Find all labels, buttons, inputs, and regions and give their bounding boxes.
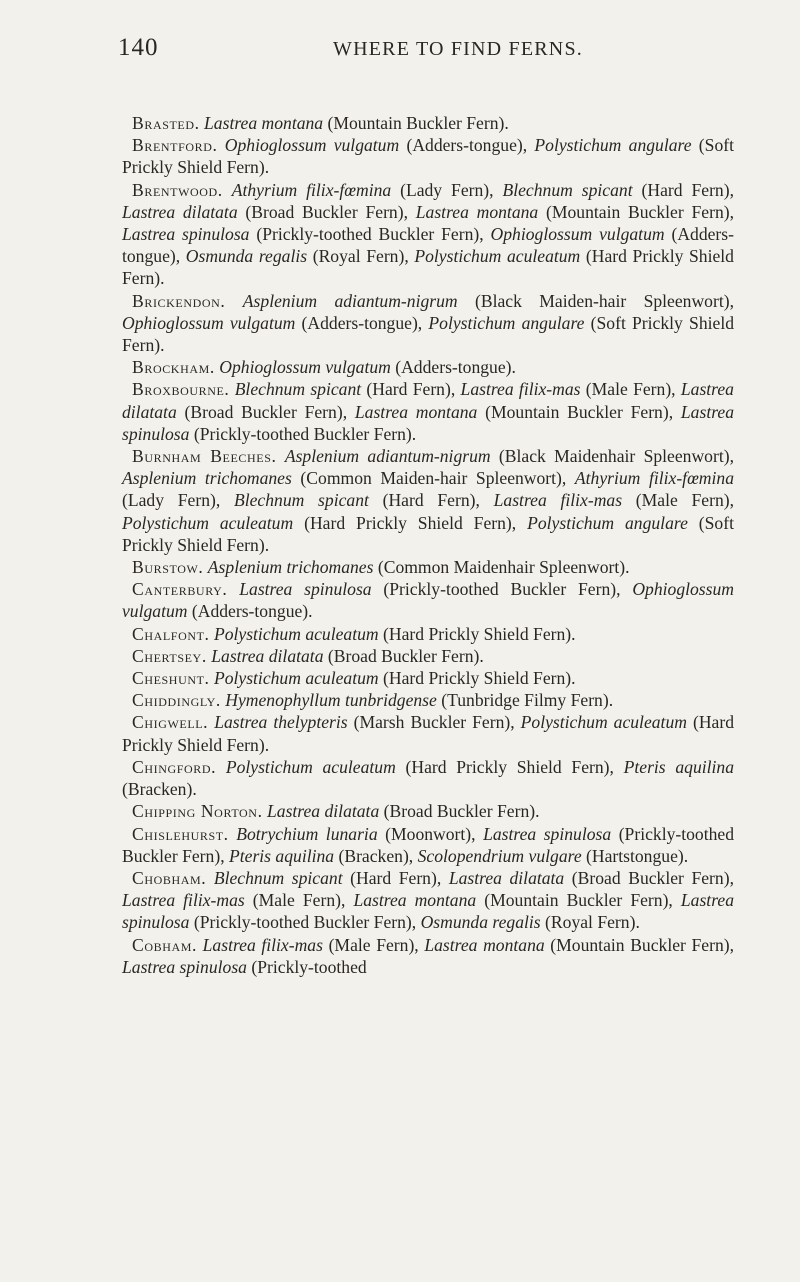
common-name-text: (Broad Buckler Fern), (564, 867, 734, 888)
species-latin-name: Osmunda regalis (420, 912, 541, 933)
species-latin-name: Asplenium adiantum-nigrum (284, 446, 491, 467)
location-entry (122, 179, 734, 290)
common-name-text: (Mountain Buckler Fern). (323, 113, 509, 133)
place-name: Chigwell. (132, 712, 209, 733)
location-entry (122, 934, 734, 978)
species-latin-name: Botrychium lunaria (236, 823, 378, 844)
species-latin-name: Lastrea dilatata (122, 379, 734, 422)
species-latin-name: Lastrea dilatata (266, 801, 380, 822)
common-name-text: (Male Fern), (244, 890, 354, 911)
species-latin-name: Asplenium trichomanes (207, 557, 374, 578)
common-name-text: (Adders-tongue), (295, 312, 429, 333)
species-latin-name: Ophioglossum vulgatum (224, 135, 400, 156)
place-name: Brasted. (132, 113, 200, 133)
species-latin-name: Polystichum aculeatum (122, 512, 294, 533)
common-name-text: (Soft Prickly Shield Fern). (122, 135, 734, 178)
common-name-text: (Broad Buckler Fern), (176, 401, 355, 422)
species-latin-name: Lastrea montana (424, 934, 545, 955)
species-latin-name: Pteris aquilina (623, 756, 734, 777)
species-latin-name: Scolopendrium vulgare (417, 845, 582, 866)
common-name-text: (Mountain Buckler Fern), (476, 890, 681, 911)
species-latin-name: Asplenium trichomanes (122, 468, 292, 489)
common-name-text: (Bracken). (122, 779, 197, 800)
species-latin-name: Lastrea spinulosa (122, 401, 735, 444)
species-latin-name: Blechnum spicant (213, 867, 343, 888)
location-entry (122, 667, 734, 689)
species-latin-name: Blechnum spicant (233, 490, 369, 511)
common-name-text: (Hard Prickly Shield Fern), (395, 756, 624, 777)
place-name: Chobham. (132, 867, 207, 888)
species-latin-name: Asplenium adiantum-nigrum (242, 290, 458, 311)
common-name-text: (Royal Fern). (540, 912, 640, 933)
species-latin-name: Lastrea montana (204, 113, 324, 133)
location-entry (122, 689, 734, 711)
common-name-text: (Adders-tongue). (187, 601, 313, 622)
location-entry (122, 800, 734, 822)
location-entry (122, 867, 734, 934)
common-name-text: (Common Maidenhair Spleenwort). (373, 557, 630, 578)
species-latin-name: Lastrea dilatata (448, 867, 565, 888)
common-name-text: (Hard Prickly Shield Fern), (293, 512, 528, 533)
common-name-text: (Prickly-toothed Buckler Fern). (189, 423, 417, 444)
common-name-text: (Prickly-toothed Buckler Fern), (189, 912, 421, 933)
species-latin-name: Lastrea filix-mas (122, 890, 245, 911)
common-name-text: (Adders-tongue). (390, 357, 516, 378)
common-name-text: (Royal Fern), (307, 246, 415, 267)
common-name-text: (Broad Buckler Fern), (237, 201, 416, 222)
common-name-text: (Adders-tongue), (122, 224, 734, 267)
common-name-text: (Hard Fern), (361, 379, 461, 400)
common-name-text: (Lady Fern), (391, 179, 503, 200)
species-latin-name: Lastrea spinulosa (122, 224, 250, 245)
location-entry (122, 290, 734, 357)
common-name-text: (Soft Prickly Shield Fern). (122, 512, 734, 555)
place-name: Broxbourne. (132, 379, 230, 400)
place-name: Chingford. (132, 756, 217, 777)
page-header (118, 34, 733, 62)
place-name: Chalfont. (132, 623, 210, 644)
location-entry (122, 356, 734, 378)
location-entry (122, 578, 734, 622)
common-name-text: (Hard Prickly Shield Fern). (378, 668, 576, 689)
species-latin-name: Polystichum aculeatum (520, 712, 687, 733)
common-name-text: (Lady Fern), (122, 490, 234, 511)
common-name-text: (Hard Fern), (342, 867, 449, 888)
place-name: Cheshunt. (132, 668, 210, 689)
common-name-text: (Hartstongue). (581, 845, 689, 866)
species-latin-name: Lastrea filix-mas (460, 379, 581, 400)
species-latin-name: Osmunda regalis (185, 246, 308, 267)
species-latin-name: Lastrea spinulosa (122, 890, 734, 933)
common-name-text: (Common Maiden-hair Spleenwort), (291, 468, 575, 489)
species-latin-name: Polystichum aculeatum (225, 756, 396, 777)
common-name-text: (Male Fern), (580, 379, 681, 400)
species-latin-name: Lastrea montana (354, 401, 478, 422)
location-entry (122, 756, 734, 800)
place-name: Chipping Norton. (132, 801, 263, 822)
species-latin-name: Athyrium filix-fœmina (574, 468, 734, 489)
species-latin-name: Ophioglossum vulgatum (122, 579, 735, 622)
place-name: Brentwood. (132, 179, 223, 200)
place-name: Burstow. (132, 557, 204, 578)
common-name-text: (Broad Buckler Fern). (323, 645, 484, 666)
species-latin-name: Hymenophyllum tunbridgense (225, 690, 437, 711)
common-name-text: (Soft Prickly Shield Fern). (122, 312, 734, 356)
common-name-text: (Hard Fern), (632, 179, 734, 200)
place-name: Brentford. (132, 135, 218, 156)
common-name-text: (Hard Prickly Shield Fern). (122, 712, 734, 755)
species-latin-name: Lastrea dilatata (211, 645, 324, 666)
species-latin-name: Lastrea spinulosa (483, 823, 612, 844)
gazetteer-entries (122, 112, 734, 978)
common-name-text: (Moonwort), (377, 823, 484, 844)
common-name-text: (Bracken), (334, 845, 418, 866)
common-name-text: (Prickly-toothed Buckler Fern), (371, 579, 633, 600)
species-latin-name: Polystichum aculeatum (213, 623, 379, 644)
place-name: Brickendon. (132, 290, 226, 311)
species-latin-name: Polystichum angulare (428, 312, 585, 333)
common-name-text: (Mountain Buckler Fern), (477, 401, 681, 422)
common-name-text: (Hard Prickly Shield Fern). (378, 623, 576, 644)
common-name-text: (Male Fern), (622, 490, 735, 511)
location-entry (122, 623, 734, 645)
species-latin-name: Polystichum aculeatum (414, 246, 581, 267)
place-name: Chislehurst. (132, 823, 229, 844)
species-latin-name: Ophioglossum vulgatum (490, 224, 665, 245)
common-name-text: (Black Maiden-hair Spleenwort), (457, 290, 734, 311)
common-name-text: (Prickly-toothed (246, 956, 367, 977)
species-latin-name: Pteris aquilina (229, 845, 335, 866)
species-latin-name: Ophioglossum vulgatum (219, 357, 391, 378)
place-name: Brockham. (132, 357, 215, 378)
common-name-text: (Tunbridge Filmy Fern). (436, 690, 614, 711)
page-number: 140 (118, 34, 159, 61)
location-entry (122, 378, 734, 445)
species-latin-name: Blechnum spicant (502, 179, 633, 200)
common-name-text: (Prickly-toothed Buckler Fern), (249, 224, 491, 245)
common-name-text: (Adders-tongue), (399, 135, 535, 156)
running-head: WHERE TO FIND FERNS. (333, 38, 583, 60)
species-latin-name: Polystichum aculeatum (213, 668, 379, 689)
species-latin-name: Blechnum spicant (234, 379, 362, 400)
location-entry (122, 445, 734, 556)
common-name-text: (Black Maidenhair Spleenwort), (490, 446, 734, 467)
location-entry (122, 823, 734, 867)
place-name: Chertsey. (132, 645, 207, 666)
location-entry (122, 556, 734, 578)
species-latin-name: Ophioglossum vulgatum (122, 312, 296, 333)
species-latin-name: Lastrea filix-mas (493, 490, 623, 511)
species-latin-name: Polystichum angulare (534, 135, 692, 156)
common-name-text: (Male Fern), (322, 934, 425, 955)
species-latin-name: Lastrea thelypteris (214, 712, 348, 733)
species-latin-name: Lastrea montana (415, 201, 539, 222)
location-entry (122, 645, 734, 667)
species-latin-name: Lastrea spinulosa (122, 956, 247, 977)
place-name: Chiddingly. (132, 690, 221, 711)
common-name-text: (Hard Prickly Shield Fern). (122, 246, 734, 289)
place-name: Burnham Beeches. (132, 446, 277, 467)
location-entry (122, 711, 734, 755)
common-name-text: (Mountain Buckler Fern), (544, 934, 735, 955)
place-name: Canterbury. (132, 579, 228, 600)
common-name-text: (Marsh Buckler Fern), (347, 712, 521, 733)
common-name-text: (Prickly-toothed Buckler Fern), (122, 823, 735, 866)
location-entry (122, 112, 734, 134)
species-latin-name: Lastrea dilatata (122, 201, 238, 222)
species-latin-name: Athyrium filix-fœmina (231, 179, 392, 200)
species-latin-name: Lastrea montana (353, 890, 477, 911)
common-name-text: (Broad Buckler Fern). (379, 801, 540, 822)
species-latin-name: Polystichum angulare (527, 512, 688, 533)
place-name: Cobham. (132, 934, 198, 955)
common-name-text: (Hard Fern), (368, 490, 494, 511)
location-entry (122, 134, 734, 178)
species-latin-name: Lastrea filix-mas (202, 934, 323, 955)
common-name-text: (Mountain Buckler Fern), (538, 201, 734, 222)
species-latin-name: Lastrea spinulosa (239, 579, 372, 600)
